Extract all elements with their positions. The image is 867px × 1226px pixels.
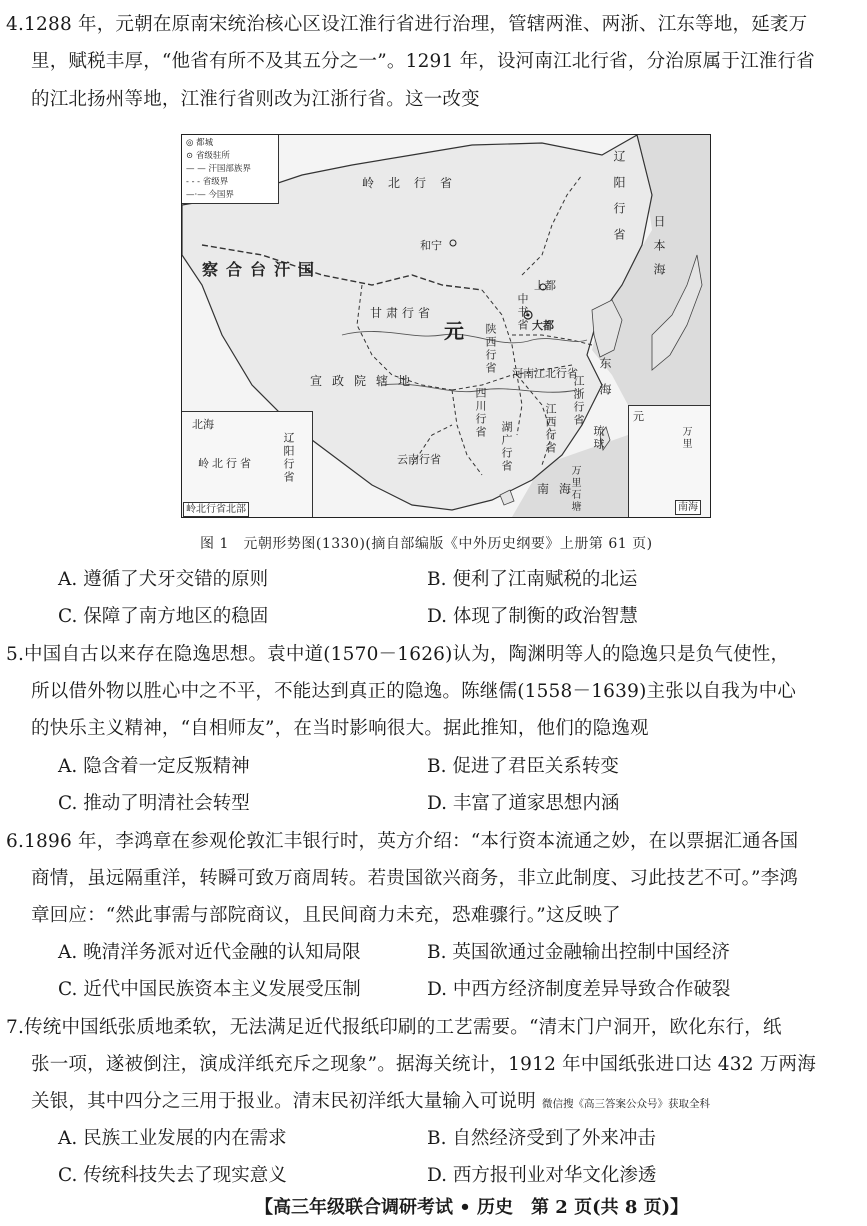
q5-stem-line-2: 所以借外物以胜心中之不平，不能达到真正的隐逸。陈继儒(1558－1639)主张以自我为中心 — [31, 681, 797, 702]
label-donghai: 东海 — [598, 357, 612, 409]
q5-option-d: D. 丰富了道家思想内涵 — [427, 793, 620, 814]
label-lingbei: 岭北行省 — [362, 176, 467, 190]
q6-option-a: A. 晚清洋务派对近代金融的认知局限 — [58, 942, 361, 963]
label-ribenhai: 日本海 — [652, 215, 666, 287]
q5-option-a: A. 隐含着一定反叛精神 — [58, 756, 250, 777]
label-shaanxi: 陕西行省 — [484, 323, 497, 375]
inset2-caption: 南海 — [675, 500, 701, 515]
yuan-dynasty-map — [181, 134, 711, 518]
q4-stem-line-2: 里，赋税丰厚，“他省有所不及其五分之一”。1291 年，设河南江北行省，分治原属于江淮行省 — [31, 51, 815, 72]
label-gansu: 甘肃行省 — [370, 306, 435, 320]
q7-stem-line-3 — [31, 1090, 710, 1116]
q4-option-c: C. 保障了南方地区的稳固 — [58, 606, 269, 627]
inset-caption: 岭北行省北部 — [183, 502, 249, 517]
inset-lingbei-north — [182, 411, 313, 518]
inset-south-sea — [628, 405, 711, 518]
inset-label-lingbei: 岭北行省 — [198, 457, 254, 470]
map-legend: ◎ 都城 ⊙ 省级驻所 — — 汗国部族界 - - - 省级界 —·— 今国界 — [182, 135, 279, 204]
inset2-label-yuan: 元 — [633, 410, 644, 423]
legend-capital: 都城 — [196, 138, 214, 148]
legend-modern-border: 今国界 — [208, 190, 234, 200]
page-footer: 【高三年级联合调研考试 • 历史 第 2 页(共 8 页)】 — [255, 1197, 689, 1218]
q6-stem-line-2: 商情，虽远隔重洋，转瞬可致万商周转。若贵国欲兴商务，非立此制度、习此技艺不可。”李鸿 — [31, 868, 799, 889]
label-heining: 和宁 — [420, 239, 442, 252]
legend-provincial-border: 省级界 — [202, 177, 229, 187]
label-huguang: 湖广行省 — [500, 421, 513, 473]
inset2-label-wan: 万里 — [680, 426, 691, 450]
label-jiangzhe: 江浙行省 — [572, 375, 585, 427]
q6-stem-line-1: 6.1896 年，李鸿章在参观伦敦汇丰银行时，英方介绍：“本行资本流通之妙，在以票据汇通各国 — [6, 831, 799, 852]
q6-stem-line-3: 章回应：“然此事需与部院商议，且民间商力未充，恐难骤行。”这反映了 — [31, 905, 621, 926]
q7-option-b: B. 自然经济受到了外来冲击 — [427, 1128, 656, 1149]
inset-label-north: 北海 — [192, 418, 214, 431]
q6-option-d: D. 中西方经济制度差异导致合作破裂 — [427, 979, 731, 1000]
legend-provincial-seat: 省级驻所 — [195, 151, 230, 161]
q5-option-c: C. 推动了明清社会转型 — [58, 793, 250, 814]
q4-option-a: A. 遵循了犬牙交错的原则 — [58, 569, 269, 590]
label-shangdu: 上都 — [534, 279, 556, 292]
q4-option-b: B. 便利了江南赋税的北运 — [427, 569, 638, 590]
label-wanli: 万里石塘 — [569, 465, 580, 513]
label-xuanzheng: 宣政院辖地 — [310, 374, 421, 388]
inset-label-liaoyang: 辽阳行省 — [282, 432, 295, 484]
figure-caption: 图 1 元朝形势图(1330)(摘自部编版《中外历史纲要》上册第 61 页) — [200, 536, 653, 552]
label-liaoyang: 辽阳行省 — [612, 150, 626, 254]
q4-stem-line-3: 的江北扬州等地，江淮行省则改为江浙行省。这一改变 — [31, 89, 480, 110]
label-nanhai: 南海 — [537, 482, 582, 496]
q7-stem-line-2: 张一项，遂被倒注，演成洋纸充斥之现象”。据海关统计，1912 年中国纸张进口达 432 万两海 — [31, 1054, 816, 1075]
label-yunnan: 云南行省 — [397, 453, 441, 466]
q5-stem-line-3: 的快乐主义精神，“自相师友”，在当时影响很大。据此推知，他们的隐逸观 — [31, 718, 649, 739]
q7-stem-line-1: 7.传统中国纸张质地柔软，无法满足近代报纸印刷的工艺需要。“清末门户洞开，欧化东行，纸 — [6, 1017, 782, 1038]
label-liuqiu: 琉球 — [592, 425, 605, 451]
q4-option-d: D. 体现了制衡的政治智慧 — [427, 606, 638, 627]
label-jiangxi: 江西行省 — [544, 403, 557, 455]
wechat-note: 微信搜《高三答案公众号》获取全科 — [542, 1098, 710, 1110]
legend-khanate-border: 汗国部族界 — [208, 164, 251, 174]
label-dadu: 大都 — [532, 319, 554, 332]
label-yuan: 元 — [444, 319, 464, 343]
label-henan: 河南江北行省 — [512, 367, 578, 380]
q6-option-c: C. 近代中国民族资本主义发展受压制 — [58, 979, 361, 1000]
q7-option-d: D. 西方报刊业对华文化渗透 — [427, 1165, 657, 1186]
label-sichuan: 四川行省 — [474, 387, 487, 439]
label-chahetai: 察合台汗国 — [202, 260, 323, 279]
q6-option-b: B. 英国欲通过金融输出控制中国经济 — [427, 942, 730, 963]
q7-option-c: C. 传统科技失去了现实意义 — [58, 1165, 287, 1186]
q4-stem-line-1: 4.1288 年，元朝在原南宋统治核心区设江淮行省进行治理，管辖两淮、两浙、江东等地，延袤万 — [6, 14, 808, 35]
label-zhongshu: 中书省 — [516, 293, 529, 332]
q7-option-a: A. 民族工业发展的内在需求 — [58, 1128, 287, 1149]
q5-stem-line-1: 5.中国自古以来存在隐逸思想。袁中道(1570－1626)认为，陶渊明等人的隐逸只是负气使性， — [6, 644, 790, 665]
q5-option-b: B. 促进了君臣关系转变 — [427, 756, 619, 777]
q7-stem-line-3-text: 关银，其中四分之三用于报业。清末民初洋纸大量输入可说明 — [31, 1091, 536, 1112]
